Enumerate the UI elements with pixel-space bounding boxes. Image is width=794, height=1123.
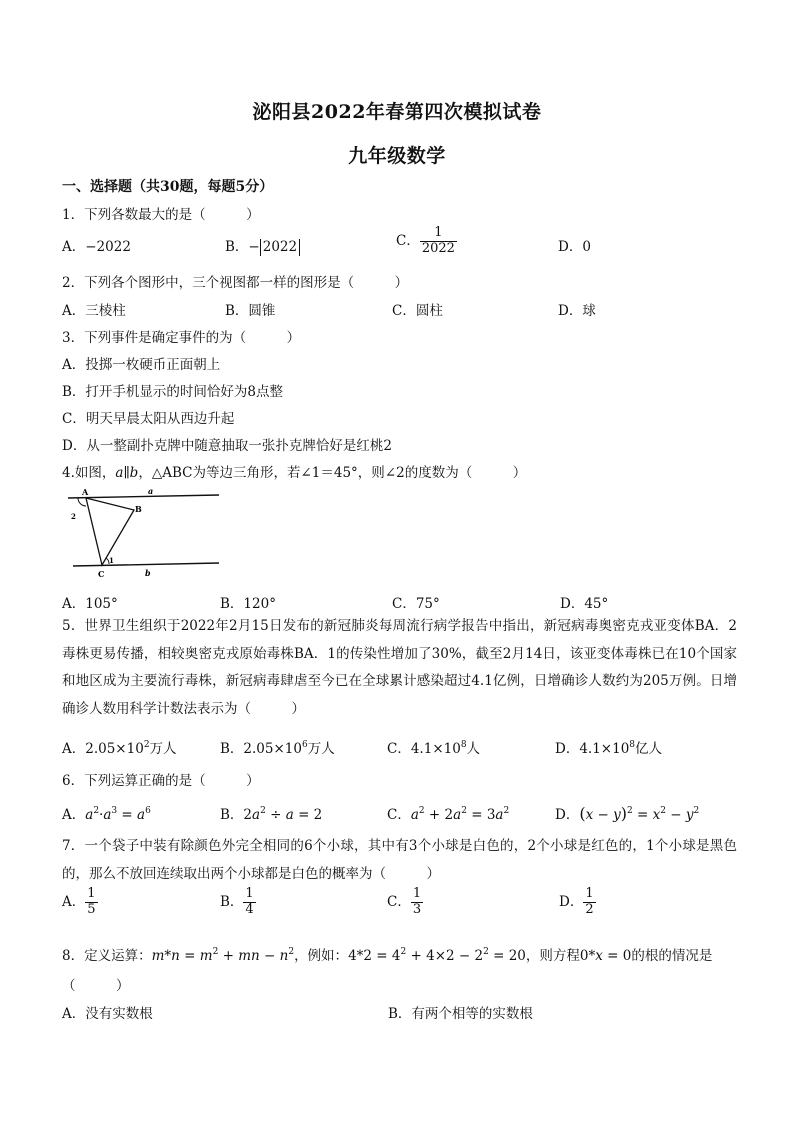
q4-option-d: D．45° [560,596,609,612]
label-a: a [148,486,154,496]
q3-option-d: D．从一整副扑克牌中随意抽取一张扑克牌恰好是红桃2 [62,438,392,454]
q5-option-a: A．$2.05\times 10^2$万人 [62,740,177,757]
q4-stem: 4.如图，a∥b，△ABC为等边三角形，若∠1＝45°，则∠2的度数为（ ） [62,465,527,481]
q1-stem: 1．下列各数最大的是（ ） [62,207,260,223]
label-b: b [145,568,151,578]
line-b [73,563,219,566]
q1-option-b: B．− 2022 [225,235,300,256]
label-1: 1 [109,556,114,565]
q4-option-b: B．120° [220,596,276,612]
q1-option-d: D．0 [558,239,591,255]
q7-option-d: D． $\frac{1}{2}$ [559,886,594,917]
exam-subtitle: 九年级数学 [348,145,446,167]
q6-option-a: A．$a^2\cdot a^3 = a^6$ [62,806,151,823]
q3-option-c: C．明天早晨太阳从西边升起 [62,411,235,427]
section-heading: 一、选择题（共30题，每题5分） [62,179,274,195]
label-C: C [98,569,105,579]
q8-option-b: B．有两个相等的实数根 [388,1006,533,1022]
q1-option-c: C． $\frac{1}{2022}$ [396,225,455,256]
q8-paren: （ ） [62,978,130,994]
q2-option-b: B．圆锥 [225,303,276,319]
q6-option-d: D．$(x - y)^2 = x^2 - y^2$ [555,804,700,823]
q8-stem: 8．定义运算：$m*n = m^2$ + mn − $n^2$，例如：$4*2 = 4^2 + 4\times 2 - 2^2 = 20$，则方程0*x = 0的根的情况是 [62,947,713,964]
q2-option-c: C．圆柱 [392,303,443,319]
q6-stem: 6．下列运算正确的是（ ） [62,773,260,789]
q4-option-c: C．75° [392,596,440,612]
label-B: B [135,504,142,514]
q8-option-a: A．没有实数根 [62,1006,153,1022]
q5-option-d: D．$4.1\times 10^8$亿人 [555,740,663,757]
q7-option-c: C． $\frac{1}{3}$ [387,886,422,917]
line-a [68,495,219,498]
q5-text: 5．世界卫生组织于2022年2月15日发布的新冠肺炎每周流行病学报告中指出，新冠病毒奥密克戎亚变体BA．2毒株更易传播，相较奥密克戎原始毒株BA．1的传染性增加了30%，截至2月14日，该亚变体毒株已在10个国家和地区成为主要流行毒株，新冠病毒肆虐至今已在全球累计感染超过4.1亿例，日增确诊人数约为205万例。日增确诊人数用科学计数法表示为（ ） [62,618,737,717]
q3-stem: 3．下列事件是确定事件的为（ ） [62,330,301,346]
label-A: A [82,487,89,497]
exam-title: 泌阳县2022年春第四次模拟试卷 [252,101,542,123]
q7-option-b: B． $\frac{1}{4}$ [220,886,254,917]
label-2: 2 [71,512,76,521]
q5-option-c: C．$4.1\times 10^8$人 [387,740,481,757]
angle-2-arc [78,498,86,506]
q4-figure [62,486,222,582]
q3-option-b: B．打开手机显示的时间恰好为8点整 [62,384,284,400]
q6-option-c: C．$a^2 + 2a^2 = 3a^2$ [387,806,510,823]
q5-option-b: B．$2.05\times 10^6$万人 [220,740,335,757]
q7-option-a: A． $\frac{1}{5}$ [62,886,96,917]
q1-option-a: A．−2022 [62,239,131,255]
q2-option-a: A．三棱柱 [62,303,126,319]
q2-option-d: D．球 [558,303,596,319]
triangle-abc [86,498,134,565]
q2-stem: 2．下列各个图形中，三个视图都一样的图形是（ ） [62,275,409,291]
q3-option-a: A．投掷一枚硬币正面朝上 [62,357,221,373]
q6-option-b: B．$2a^2 \div a = 2$ [220,806,323,823]
q4-option-a: A．105° [62,596,118,612]
q7-text: 7．一个袋子中装有除颜色外完全相同的6个小球，其中有3个小球是白色的，2个小球是红色的，1个小球是黑色的，那么不放回连续取出两个小球都是白色的概率为（ ） [62,838,737,882]
